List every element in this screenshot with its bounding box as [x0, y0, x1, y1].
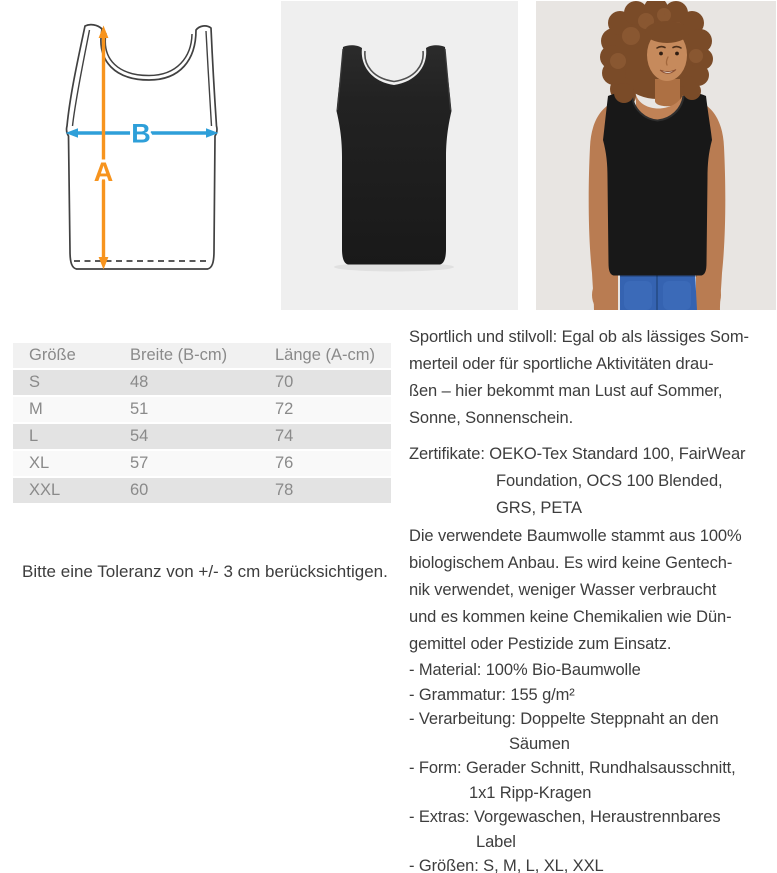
width-cell: 60 [114, 478, 259, 503]
length-cell: 70 [259, 370, 391, 395]
model-photo-svg [536, 1, 776, 310]
width-cell: 54 [114, 424, 259, 449]
spec-line-extras-cont: Label [476, 832, 516, 851]
length-cell: 74 [259, 424, 391, 449]
column-header-length: Länge (A-cm) [259, 343, 391, 368]
column-header-width: Breite (B-cm) [114, 343, 259, 368]
spec-line-form-cont: 1x1 Ripp-Kragen [469, 783, 592, 802]
size-cell: L [13, 424, 114, 449]
length-cell: 72 [259, 397, 391, 422]
spec-line-grammatur: - Grammatur: 155 g/m² [409, 685, 575, 704]
width-cell: 51 [114, 397, 259, 422]
table-row [13, 370, 391, 395]
description-line: gemittel oder Pestizide zum Einsatz. [409, 635, 672, 653]
measurement-diagram-svg [0, 0, 260, 320]
description-line: und es kommen keine Chemikalien wie Dün- [409, 608, 732, 626]
description-line: biologischem Anbau. Es wird keine Gentech- [409, 554, 733, 572]
table-row [13, 451, 391, 476]
spec-line-form: - Form: Gerader Schnitt, Rundhalsausschnitt, [409, 759, 736, 777]
description-line: merteil oder für sportliche Aktivitäten drau- [409, 355, 714, 373]
table-row [13, 478, 391, 503]
description-line: Sonne, Sonnenschein. [409, 409, 574, 427]
product-description [409, 324, 777, 873]
spec-line-material: - Material: 100% Bio-Baumwolle [409, 661, 641, 679]
description-line: Foundation, OCS 100 Blended, [496, 472, 723, 490]
size-cell: S [13, 370, 114, 395]
spec-line-extras: - Extras: Vorgewaschen, Heraustrennbares [409, 808, 721, 826]
size-cell: M [13, 397, 114, 422]
description-line: ßen – hier bekommt man Lust auf Sommer, [409, 382, 723, 400]
width-cell: 57 [114, 451, 259, 476]
intro-paragraph [409, 324, 777, 432]
specs-list [409, 658, 777, 873]
description-line: Die verwendete Baumwolle stammt aus 100% [409, 527, 742, 545]
spec-line-verarbeitung-cont: Säumen [509, 734, 570, 753]
description-line: Sportlich und stilvoll: Egal ob als lässiges Som- [409, 328, 749, 346]
length-cell: 76 [259, 451, 391, 476]
table-row [13, 397, 391, 422]
width-label-b: B [131, 118, 151, 149]
width-cell: 48 [114, 370, 259, 395]
certificates-paragraph [409, 441, 777, 522]
spec-line-verarbeitung: - Verarbeitung: Doppelte Steppnaht an den [409, 710, 719, 728]
size-table [13, 341, 391, 505]
length-cell: 78 [259, 478, 391, 503]
length-label-a: A [93, 157, 114, 187]
product-photo-svg [281, 1, 518, 310]
description-line: GRS, PETA [496, 499, 582, 517]
model-neck [655, 79, 680, 106]
model-wearing-black-tank-top [536, 1, 776, 310]
model-jeans [620, 272, 697, 310]
tank-top-measurement-diagram [0, 0, 260, 320]
organic-cotton-paragraph [409, 523, 777, 658]
column-header-size: Größe [13, 343, 114, 368]
model-tank-top [603, 93, 712, 275]
table-row [13, 424, 391, 449]
size-table-header-row [13, 343, 391, 368]
spec-line-groessen: - Größen: S, M, L, XL, XXL [409, 857, 604, 873]
size-cell: XXL [13, 478, 114, 503]
size-cell: XL [13, 451, 114, 476]
tolerance-note: Bitte eine Toleranz von +/- 3 cm berücksichtigen. [22, 562, 388, 581]
description-line: Zertifikate: OEKO-Tex Standard 100, FairWear [409, 445, 746, 463]
black-tank-top-product-photo [281, 1, 518, 310]
description-line: nik verwendet, weniger Wasser verbraucht [409, 581, 717, 599]
